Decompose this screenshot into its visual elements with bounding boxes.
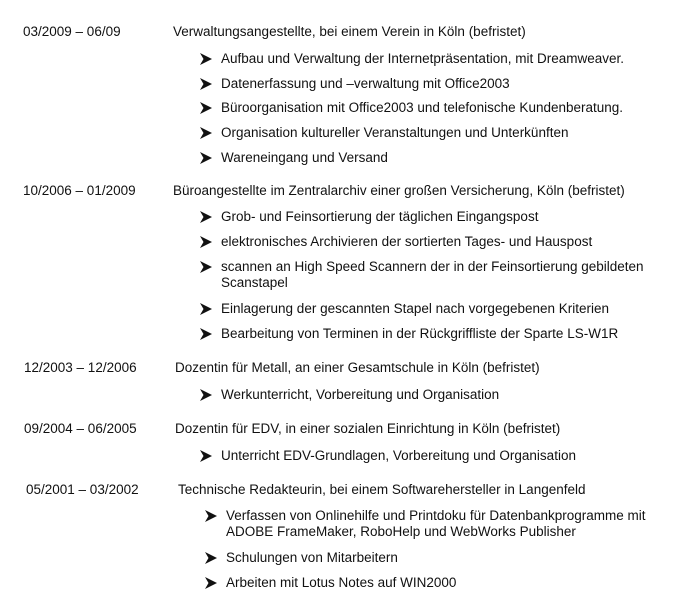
arrow-bullet-icon — [198, 209, 214, 225]
list-item — [203, 550, 688, 566]
list-item-text: scannen an High Speed Scannern der in der Feinsortierung gebildeten Scanstapel — [221, 259, 644, 290]
list-item-text: Werkunterricht, Vorbereitung und Organisation — [221, 387, 500, 402]
list-item — [198, 209, 678, 225]
list-item — [198, 387, 678, 403]
arrow-bullet-icon — [198, 76, 214, 92]
entry-title: Büroangestellte im Zentralarchiv einer großen Versicherung, Köln (befristet) — [173, 183, 625, 198]
arrow-bullet-icon — [203, 508, 219, 524]
list-item — [198, 259, 678, 291]
list-item-text: Bearbeitung von Terminen in der Rückgriffliste der Sparte LS-W1R — [221, 326, 619, 341]
list-item-text: Einlagerung der gescannten Stapel nach vorgegebenen Kriterien — [221, 301, 610, 316]
entry-period: 12/2003 – 12/2006 — [24, 360, 137, 375]
list-item — [203, 575, 688, 591]
arrow-bullet-icon — [198, 125, 214, 141]
list-item-text: Aufbau und Verwaltung der Internetpräsentation, mit Dreamweaver. — [221, 51, 624, 66]
list-item-text: Büroorganisation mit Office2003 und telefonische Kundenberatung. — [221, 100, 624, 115]
list-item-text: Arbeiten mit Lotus Notes auf WIN2000 — [226, 575, 457, 590]
list-item-text: Grob- und Feinsortierung der täglichen Eingangspost — [221, 209, 539, 224]
entry-title: Dozentin für EDV, in einer sozialen Einrichtung in Köln (befristet) — [175, 421, 561, 436]
entry-period: 09/2004 – 06/2005 — [24, 421, 137, 436]
entry-title: Dozentin für Metall, an einer Gesamtschule in Köln (befristet) — [175, 360, 540, 375]
list-item — [198, 234, 678, 250]
list-item-text: Unterricht EDV-Grundlagen, Vorbereitung und Organisation — [221, 448, 576, 463]
entry-title: Technische Redakteurin, bei einem Softwarehersteller in Langenfeld — [178, 482, 586, 497]
list-item — [198, 51, 678, 67]
list-item-text: Verfassen von Onlinehilfe und Printdoku für Datenbankprogramme mit ADOBE FrameMaker, RoboHelp und WebWorks Publisher — [226, 508, 646, 539]
list-item — [198, 326, 678, 342]
list-item — [198, 150, 678, 166]
arrow-bullet-icon — [198, 448, 214, 464]
arrow-bullet-icon — [198, 51, 214, 67]
list-item — [198, 125, 678, 141]
list-item-text: Schulungen von Mitarbeitern — [226, 550, 398, 565]
list-item-text: Organisation kultureller Veranstaltungen und Unterkünften — [221, 125, 569, 140]
arrow-bullet-icon — [198, 234, 214, 250]
entry-title: Verwaltungsangestellte, bei einem Verein in Köln (befristet) — [173, 24, 526, 39]
entry-period: 03/2009 – 06/09 — [23, 24, 121, 39]
list-item — [198, 448, 678, 464]
list-item-text: elektronisches Archivieren der sortierten Tages- und Hauspost — [221, 234, 593, 249]
arrow-bullet-icon — [198, 259, 214, 275]
entry-period: 05/2001 – 03/2002 — [26, 482, 139, 497]
list-item — [198, 76, 678, 92]
list-item-text: Datenerfassung und –verwaltung mit Office2003 — [221, 76, 510, 91]
list-item — [198, 100, 678, 116]
arrow-bullet-icon — [198, 301, 214, 317]
arrow-bullet-icon — [198, 387, 214, 403]
list-item — [203, 508, 688, 540]
arrow-bullet-icon — [198, 326, 214, 342]
arrow-bullet-icon — [198, 150, 214, 166]
arrow-bullet-icon — [203, 575, 219, 591]
arrow-bullet-icon — [198, 100, 214, 116]
entry-period: 10/2006 – 01/2009 — [23, 183, 136, 198]
arrow-bullet-icon — [203, 550, 219, 566]
list-item — [198, 301, 678, 317]
list-item-text: Wareneingang und Versand — [221, 150, 388, 165]
